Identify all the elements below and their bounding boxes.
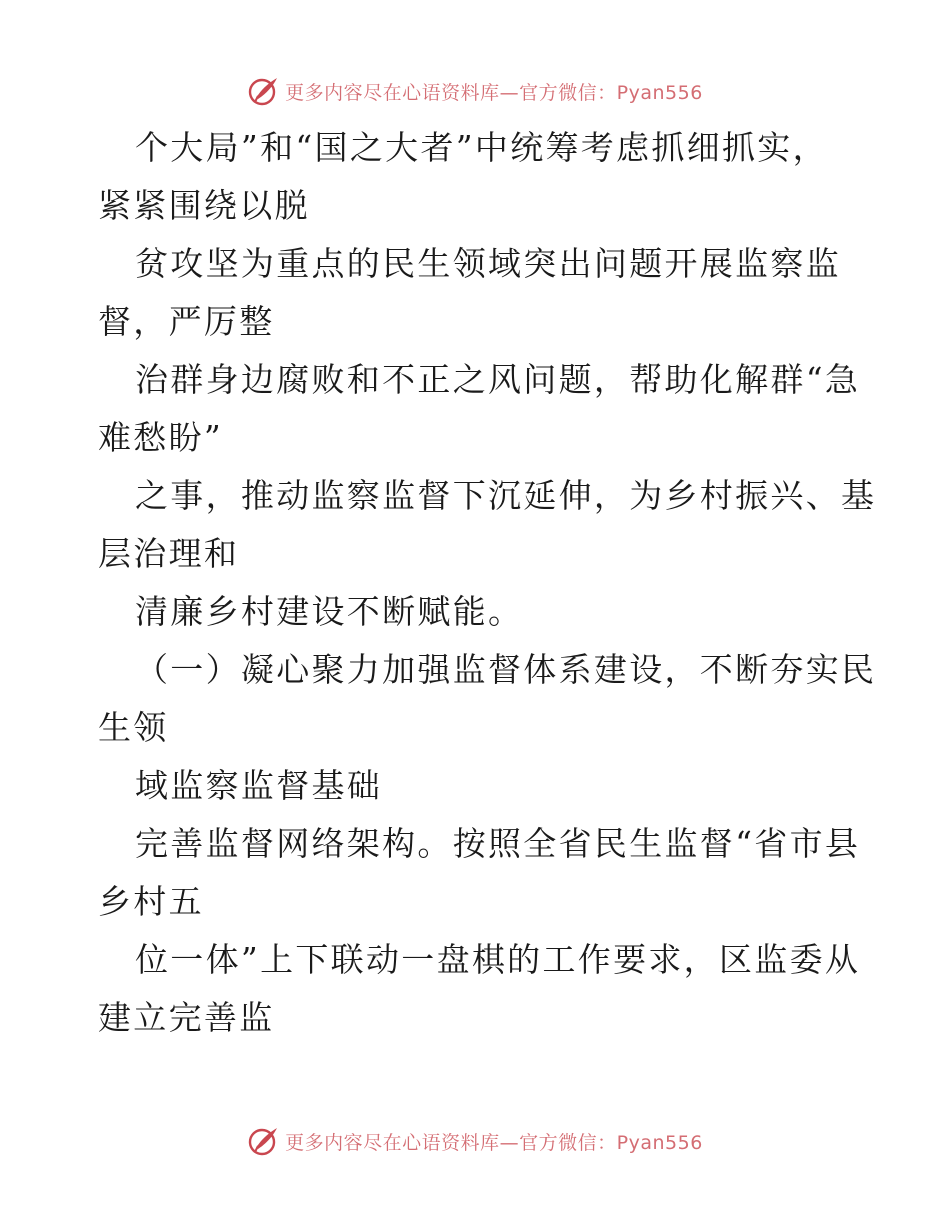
text-line: 清廉乡村建设不断赋能。 [135,592,524,631]
section-heading-cont: 域监察监督基础 [135,766,383,805]
quill-seal-icon [247,1124,281,1158]
watermark-text: 更多内容尽在心语资料库—官方微信：Pyan556 [285,81,703,104]
text-line: 位一体”上下联动一盘棋的工作要求，区监委从 [135,940,861,979]
text-line: 难愁盼” [98,418,224,457]
text-line: 治群身边腐败和不正之风问题，帮助化解群“急 [135,360,861,399]
text-line: 贫攻坚为重点的民生领域突出问题开展监察监 [135,244,841,283]
text-line: 层治理和 [98,534,240,573]
text-line: 乡村五 [98,882,204,921]
header-watermark [0,74,950,108]
quill-seal-icon [247,74,281,108]
text-line: 建立完善监 [98,998,275,1037]
text-line: 督，严厉整 [98,302,275,341]
text-line: 之事，推动监察监督下沉延伸，为乡村振兴、基 [135,476,877,515]
footer-watermark [0,1124,950,1158]
section-heading-cont: 生领 [98,708,169,747]
text-line: 完善监督网络架构。按照全省民生监督“省市县 [135,824,861,863]
section-heading: （一）凝心聚力加强监督体系建设，不断夯实民 [135,650,877,689]
watermark-text: 更多内容尽在心语资料库—官方微信：Pyan556 [285,1131,703,1154]
text-line: 紧紧围绕以脱 [98,186,310,225]
text-line: 个大局”和“国之大者”中统筹考虑抓细抓实， [135,128,828,167]
